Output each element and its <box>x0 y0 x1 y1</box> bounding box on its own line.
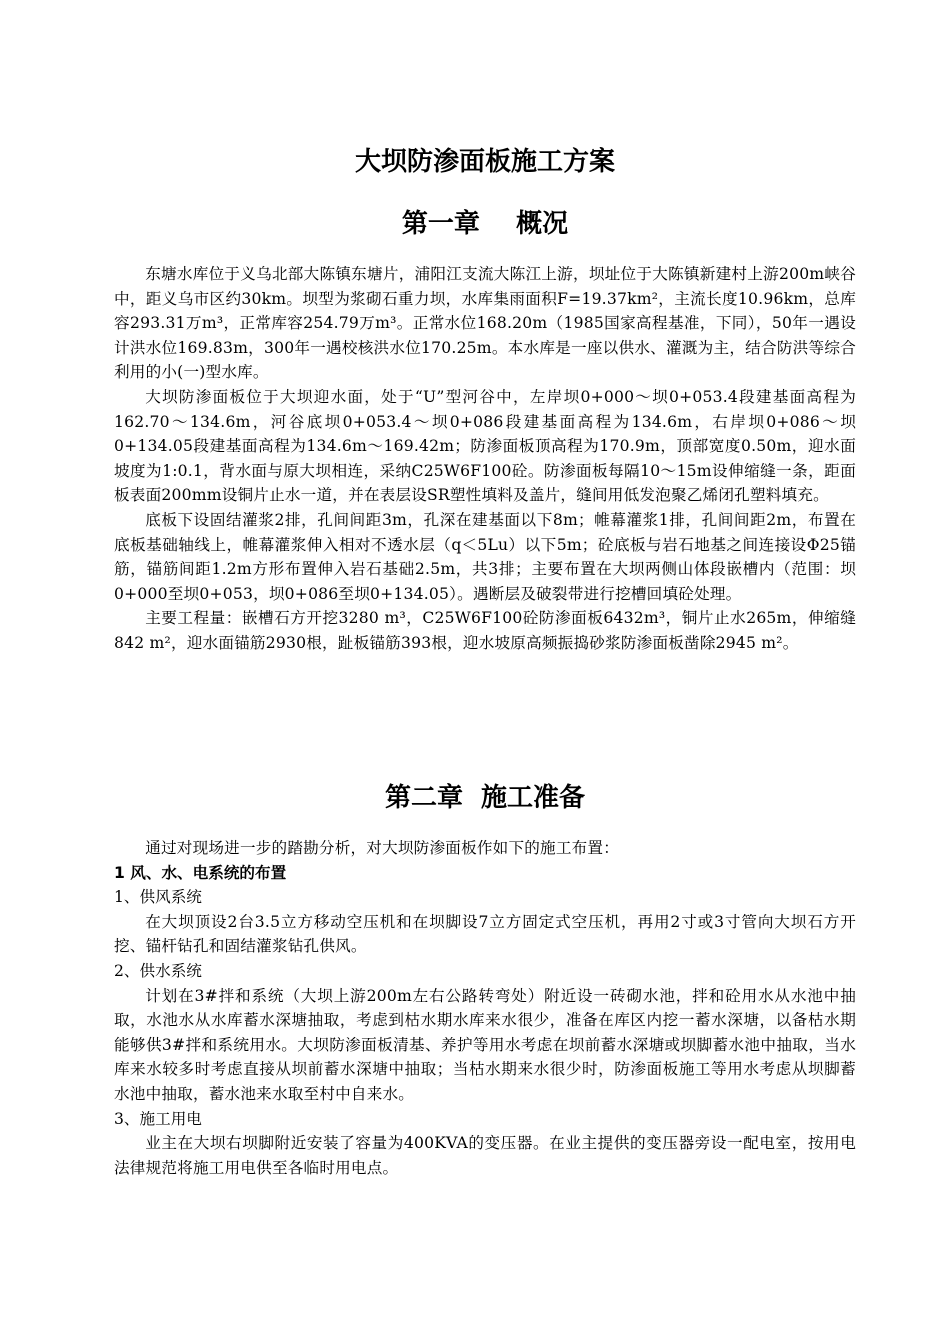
power-supply-text: 业主在大坝右坝脚附近安装了容量为400KVA的变压器。在业主提供的变压器旁设一配电室，按用电法律规范将施工用电供至各临时用电点。 <box>114 1134 856 1177</box>
overview-paragraph: 东塘水库位于义乌北部大陈镇东塘片，浦阳江支流大陈江上游，坝址位于大陈镇新建村上游200m峡谷中，距义乌市区约30km。坝型为浆砌石重力坝，水库集雨面积F=19.37km²，主流长度10.96km，总库容293.31万m³，正常库容254.79万m³。正常水位168.20m（1985国家高程基准，下同），50年一遇设计洪水位169.83m，300年一遇校核洪水位170.25m。本水库是一座以供水、灌溉为主，结合防洪等综合利用的小(一)型水库。 <box>114 265 856 382</box>
section-1-heading: 1 风、水、电系统的布置 <box>114 863 287 882</box>
water-supply-text: 计划在3#拌和系统（大坝上游200m左右公路转弯处）附近设一砖砌水池，拌和砼用水从水池中抽取，水池水从水库蓄水深塘抽取，考虑到枯水期水库来水很少，准备在库区内挖一蓄水深塘，以备枯水期能够供3#拌和系统用水。大坝防渗面板清基、养护等用水考虑在坝前蓄水深塘或坝脚蓄水池中抽取，当水库来水较多时考虑直接从坝前蓄水深塘中抽取；当枯水期来水很少时，防渗面板施工等用水考虑从坝脚蓄水池中抽取，蓄水池来水取至村中自来水。 <box>114 986 856 1103</box>
chapter-2-body <box>114 836 856 1180</box>
chapter-1-heading: 第一章 概况 <box>401 209 569 239</box>
chapter-2-intro: 通过对现场进一步的踏勘分析，对大坝防渗面板作如下的施工布置： <box>145 839 620 857</box>
water-supply-heading: 2、供水系统 <box>114 961 202 980</box>
chapter-1-body <box>114 262 856 656</box>
power-supply-heading: 3、施工用电 <box>114 1109 202 1128</box>
air-supply-text: 在大坝顶设2台3.5立方移动空压机和在坝脚设7立方固定式空压机，再用2寸或3寸管向大坝石方开挖、锚杆钻孔和固结灌浆钻孔供风。 <box>114 912 856 956</box>
air-supply-heading: 1、供风系统 <box>114 888 202 907</box>
overview-paragraph: 主要工程量：嵌槽石方开挖3280 m³，C25W6F100砼防渗面板6432m³，铜片止水265m，伸缩缝842 m²，迎水面锚筋2930根，趾板锚筋393根，迎水坡原高频振捣砂浆防渗面板凿除2945 m²。 <box>114 609 856 652</box>
overview-paragraph: 底板下设固结灌浆2排，孔间间距3m，孔深在建基面以下8m；帷幕灌浆1排，孔间间距2m，布置在底板基础轴线上，帷幕灌浆伸入相对不透水层（q＜5Lu）以下5m；砼底板与岩石地基之间连接设Φ25锚筋，锚筋间距1.2m方形布置伸入岩石基础2.5m，共3排；主要布置在大坝两侧山体段嵌槽内（范围：坝0+000至坝0+053，坝0+086至坝0+134.05）。遇断层及破裂带进行挖槽回填砼处理。 <box>114 510 856 603</box>
document-title: 大坝防渗面板施工方案 <box>354 147 615 177</box>
chapter-2-heading: 第二章 施工准备 <box>384 783 586 813</box>
overview-paragraph: 大坝防渗面板位于大坝迎水面，处于“U”型河谷中，左岸坝0+000～坝0+053.4段建基面高程为162.70～134.6m，河谷底坝0+053.4～坝0+086段建基面高程为134.6m，右岸坝0+086～坝0+134.05段建基面高程为134.6m～169.42m；防渗面板顶高程为170.9m，顶部宽度0.50m，迎水面坡度为1:0.1，背水面与原大坝相连，采纳C25W6F100砼。防渗面板每隔10～15m设伸缩缝一条，距面板表面200mm设铜片止水一道，并在表层设SR塑性填料及盖片，缝间用低发泡聚乙烯闭孔塑料填充。 <box>114 387 856 505</box>
